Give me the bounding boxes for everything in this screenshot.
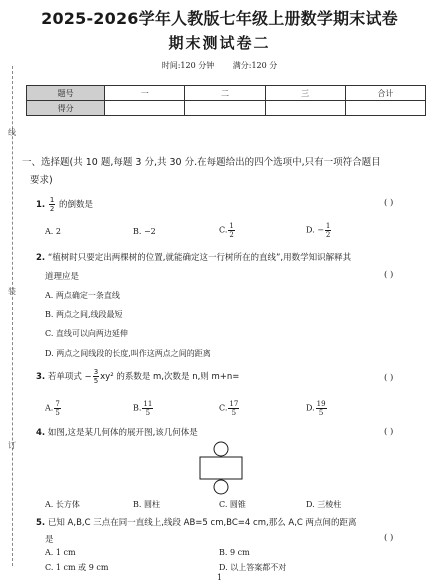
- exam-score: 满分:120 分: [232, 61, 278, 70]
- question-text: 已知 A,B,C 三点在同一直线上,线段 AB=5 cm,BC=4 cm,那么 A,C 两点间的距离: [47, 518, 357, 528]
- binding-label: 装: [8, 287, 16, 296]
- option-c[interactable]: C. 圆锥: [219, 500, 246, 509]
- section-heading-line1: 一、选择题(共 10 题,每题 3 分,共 30 分.在每题给出的四个选项中,只有一项符合题目: [22, 157, 381, 168]
- score-cell: 合计: [345, 86, 425, 101]
- binding-label: 线: [8, 128, 16, 137]
- question-2: [36, 251, 436, 263]
- question-text: “植树时只要定出两棵树的位置,就能确定这一行树所在的直线”,用数学知识解释其: [47, 253, 352, 263]
- binding-label: 订: [8, 441, 16, 450]
- question-number: 2.: [36, 253, 46, 263]
- score-cell: [345, 101, 425, 116]
- answer-blank[interactable]: ( ): [384, 373, 394, 383]
- option-b[interactable]: B. 两点之间,线段最短: [45, 310, 123, 319]
- option-d[interactable]: D. 以上答案都不对: [219, 563, 287, 572]
- answer-blank[interactable]: ( ): [384, 270, 394, 280]
- score-cell: [185, 101, 265, 116]
- question-4: [36, 426, 198, 438]
- fraction: $\frac{1}{2}$: [325, 222, 331, 239]
- net-bottom-circle: [214, 480, 228, 494]
- option-a[interactable]: A. 长方体: [45, 500, 80, 509]
- question-3: [36, 368, 239, 385]
- option-c[interactable]: C. 1 cm 或 9 cm: [45, 563, 109, 572]
- question-text: 的倒数是: [59, 200, 94, 210]
- option-a[interactable]: A. 2: [45, 227, 61, 236]
- score-table: [26, 85, 426, 116]
- option-a[interactable]: A. $\frac{7}{5}$: [45, 400, 60, 417]
- question-number: 1.: [36, 200, 46, 210]
- option-a[interactable]: A. 两点确定一条直线: [45, 291, 120, 300]
- question-5-line2: 是: [45, 535, 54, 545]
- option-d[interactable]: D. $\frac{19}{5}$: [306, 400, 326, 417]
- option-c[interactable]: C. $\frac{1}{2}$: [219, 222, 234, 239]
- answer-blank[interactable]: ( ): [384, 427, 394, 437]
- question-1: [36, 196, 93, 213]
- net-diagram: [196, 441, 246, 497]
- question-number: 4.: [36, 428, 46, 438]
- exam-time: 时间:120 分钟: [161, 61, 215, 70]
- score-cell: [265, 101, 345, 116]
- option-a[interactable]: A. 1 cm: [45, 548, 76, 557]
- score-cell: 二: [185, 86, 265, 101]
- score-cell: 一: [105, 86, 185, 101]
- option-d[interactable]: D. 三棱柱: [306, 500, 342, 509]
- binding-line: [12, 66, 14, 566]
- section-heading-line2: 要求): [30, 175, 53, 186]
- option-b[interactable]: B. 9 cm: [219, 548, 250, 557]
- option-c[interactable]: C. $\frac{17}{5}$: [219, 400, 239, 417]
- net-top-circle: [214, 442, 228, 456]
- score-cell: 题号: [27, 86, 105, 101]
- fraction: $\frac{19}{5}$: [316, 400, 326, 417]
- question-number: 5.: [36, 518, 46, 528]
- exam-subtitle: 期末测试卷二: [168, 34, 271, 52]
- question-number: 3.: [36, 372, 46, 382]
- question-2-line2: 道理应是: [45, 272, 80, 282]
- answer-blank[interactable]: ( ): [384, 533, 394, 543]
- question-text: 如图,这是某几何体的展开图,该几何体是: [47, 428, 198, 438]
- option-d[interactable]: D. − $\frac{1}{2}$: [306, 222, 331, 239]
- question-5: [36, 516, 436, 528]
- option-c[interactable]: C. 直线可以向两边延伸: [45, 329, 128, 338]
- exam-title: 2025-2026学年人教版七年级上册数学期末试卷: [41, 9, 398, 28]
- option-b[interactable]: B. −2: [133, 227, 156, 236]
- fraction: $\frac{1}{2}$: [49, 196, 55, 213]
- question-text: xy² 的系数是 m,次数是 n,则 m+n=: [100, 372, 240, 382]
- score-table-score-row: [27, 101, 426, 116]
- score-cell: 得分: [27, 101, 105, 116]
- score-cell: [105, 101, 185, 116]
- page-number: 1: [216, 573, 223, 582]
- section-heading: [22, 154, 432, 190]
- option-d[interactable]: D. 两点之间线段的长度,叫作这两点之间的距离: [45, 349, 211, 358]
- option-b[interactable]: B. $\frac{11}{5}$: [133, 400, 153, 417]
- net-rectangle: [200, 457, 242, 479]
- fraction: $\frac{7}{5}$: [55, 400, 60, 417]
- fraction: $\frac{1}{2}$: [229, 222, 234, 239]
- fraction: $\frac{11}{5}$: [143, 400, 153, 417]
- score-cell: 三: [265, 86, 345, 101]
- option-b[interactable]: B. 圆柱: [133, 500, 160, 509]
- score-table-header-row: [27, 86, 426, 101]
- question-text: 若单项式 −: [47, 372, 92, 382]
- fraction: $\frac{17}{5}$: [229, 400, 239, 417]
- answer-blank[interactable]: ( ): [384, 198, 394, 208]
- exam-meta: [0, 60, 439, 71]
- fraction: $\frac{3}{5}$: [93, 368, 99, 385]
